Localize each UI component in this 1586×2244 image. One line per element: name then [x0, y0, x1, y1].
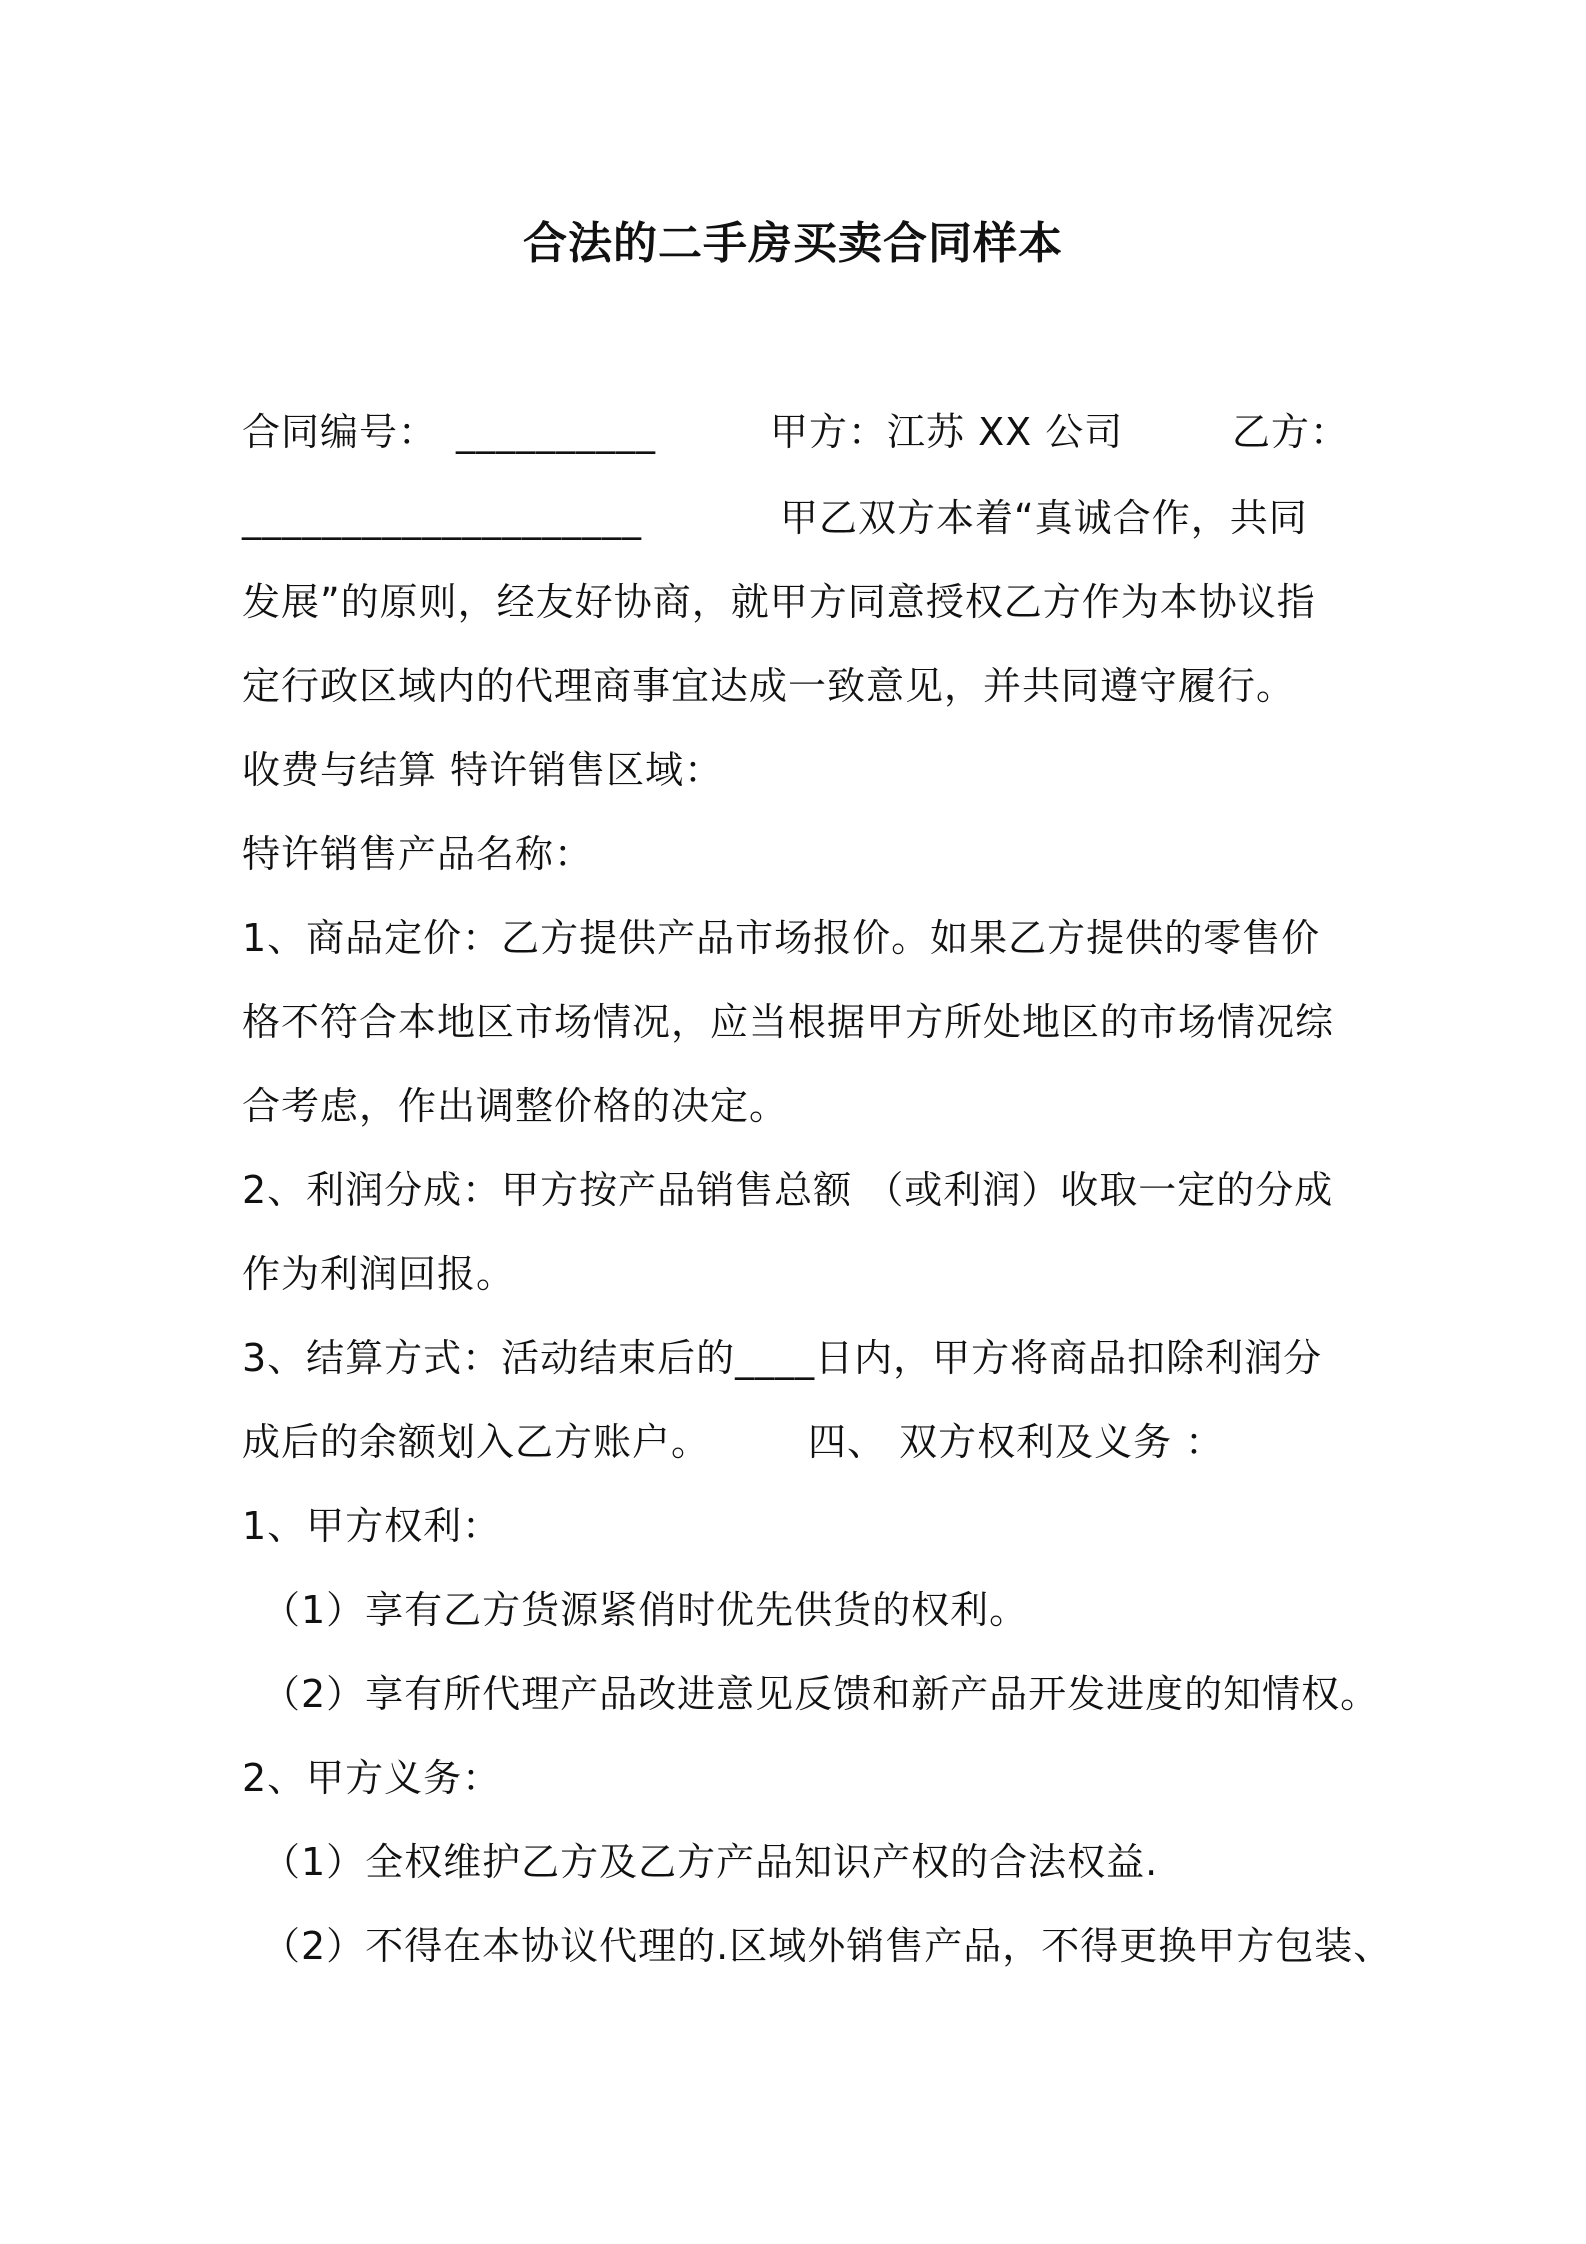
body-line: 格不符合本地区市场情况，应当根据甲方所处地区的市场情况综: [242, 1000, 1335, 1044]
section-four-heading: 四、 双方权利及义务 ：: [808, 1420, 1225, 1464]
body-line: 特许销售产品名称：: [242, 832, 594, 876]
party-b-label: 乙方：: [1232, 410, 1350, 454]
party-a: 甲方：江苏 XX 公司: [770, 410, 1124, 454]
contract-no-label: 合同编号：: [242, 410, 438, 454]
party-a-right-item: （1）享有乙方货源紧俏时优先供货的权利。: [262, 1588, 1029, 1632]
body-line: 作为利润回报。: [242, 1252, 516, 1296]
body-line: 收费与结算 特许销售区域：: [242, 748, 724, 792]
body-line: 1、商品定价：乙方提供产品市场报价。如果乙方提供的零售价: [242, 916, 1321, 960]
party-b-blank: ____________________: [242, 496, 642, 540]
party-a-rights-heading: 1、甲方权利：: [242, 1504, 502, 1548]
party-a-duty-item: （1）全权维护乙方及乙方产品知识产权的合法权益.: [262, 1840, 1159, 1884]
party-a-right-item: （2）享有所代理产品改进意见反馈和新产品开发进度的知情权。: [262, 1672, 1380, 1716]
party-a-duty-item: （2）不得在本协议代理的.区域外销售产品，不得更换甲方包装、: [262, 1924, 1393, 1968]
body-line: 2、利润分成：甲方按产品销售总额 （或利润）收取一定的分成: [242, 1168, 1334, 1212]
settlement-end: 成后的余额划入乙方账户。: [242, 1420, 711, 1464]
body-line: 定行政区域内的代理商事宜达成一致意见，并共同遵守履行。: [242, 664, 1296, 708]
document-title: 合法的二手房买卖合同样本: [523, 218, 1063, 269]
body-line: 3、结算方式：活动结束后的____日内，甲方将商品扣除利润分: [242, 1336, 1323, 1380]
body-line: 发展”的原则，经友好协商，就甲方同意授权乙方作为本协议指: [242, 580, 1316, 624]
party-a-duties-heading: 2、甲方义务：: [242, 1756, 502, 1800]
contract-no-blank: __________: [456, 410, 656, 454]
body-line: 合考虑，作出调整价格的决定。: [242, 1084, 789, 1128]
intro-start: 甲乙双方本着“真诚合作，共同: [780, 496, 1308, 540]
